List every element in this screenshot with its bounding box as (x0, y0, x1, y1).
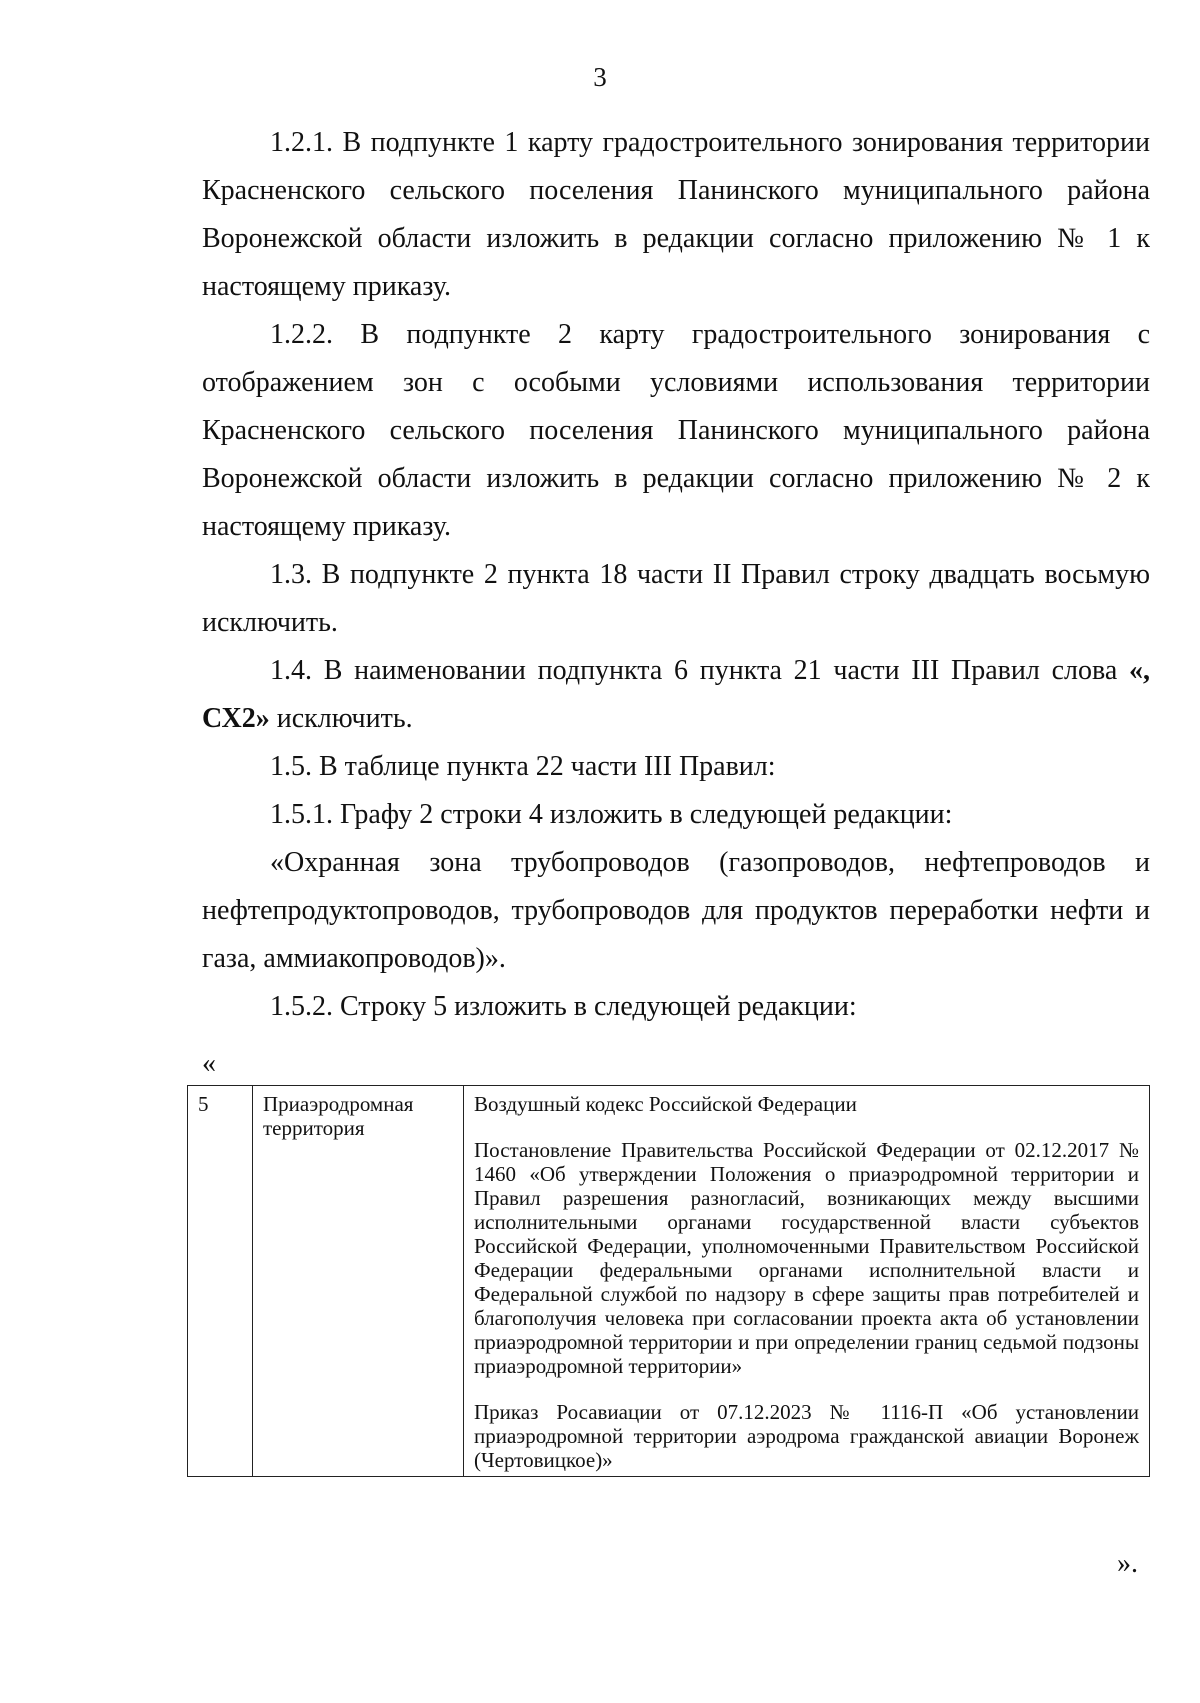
legal-document-2: Постановление Правительства Российской Федерации от 02.12.2017 № 1460 «Об утверждении Положения о приаэродромной территории и Правил разрешения разногласий, возникающих между высшими исполнительными органами государственной власти субъектов Российской Федерации, уполномоченными Правительством Российской Федерации федеральными органами исполнительной власти и Федеральной службой по надзору в сфере защиты прав потребителей и благополучия человека при согласовании проекта акта об установлении приаэродромной территории и при определении границ седьмой подзоны приаэродромной территории» (474, 1138, 1139, 1378)
paragraph-quoted-text: «Охранная зона трубопроводов (газопроводов, нефтепроводов и нефтепродуктопроводов, трубопроводов для продуктов переработки нефти и газа, аммиакопроводов)». (202, 847, 1150, 974)
paragraph-1-4-end: исключить. (269, 703, 413, 734)
page-number: 3 (593, 62, 607, 92)
paragraph-1-4-start: 1.4. В наименовании подпункта 6 пункта 21 части III Правил слова (270, 655, 1129, 686)
paragraph-1-5-2: 1.5.2. Строку 5 изложить в следующей редакции: (270, 991, 857, 1022)
legal-document-1: Воздушный кодекс Российской Федерации (474, 1092, 857, 1116)
legal-documents-cell (464, 1086, 1150, 1477)
document-body (202, 119, 1150, 1031)
paragraph-1-3: 1.3. В подпункте 2 пункта 18 части II Правил строку двадцать восьмую исключить. (202, 559, 1150, 638)
paragraph-1-2-2: 1.2.2. В подпункте 2 карту градостроительного зонирования с отображением зон с особыми условиями использования территории Красненского сельского поселения Панинского муниципального района Воронежской области изложить в редакции согласно приложению № 2 к настоящему приказу. (202, 319, 1150, 542)
replacement-table (187, 1085, 1150, 1477)
paragraph-1-4-bold-term: «, СХ2» (202, 655, 1150, 734)
row-number-cell: 5 (188, 1086, 253, 1477)
paragraph-1-4 (202, 647, 1150, 743)
paragraph-1-5: 1.5. В таблице пункта 22 части III Правил: (270, 751, 776, 782)
open-quote: « (202, 1048, 216, 1079)
close-quote: ». (1117, 1548, 1138, 1579)
paragraph-1-5-1: 1.5.1. Графу 2 строки 4 изложить в следующей редакции: (270, 799, 953, 830)
zone-name-cell: Приаэродромная территория (253, 1086, 464, 1477)
table-row (188, 1086, 1150, 1477)
paragraph-1-2-1: 1.2.1. В подпункте 1 карту градостроительного зонирования территории Красненского сельского поселения Панинского муниципального района Воронежской области изложить в редакции согласно приложению № 1 к настоящему приказу. (202, 127, 1150, 302)
legal-document-3: Приказ Росавиации от 07.12.2023 № 1116-П «Об установлении приаэродромной территории аэродрома гражданской авиации Воронеж (Чертовицкое)» (474, 1400, 1139, 1472)
